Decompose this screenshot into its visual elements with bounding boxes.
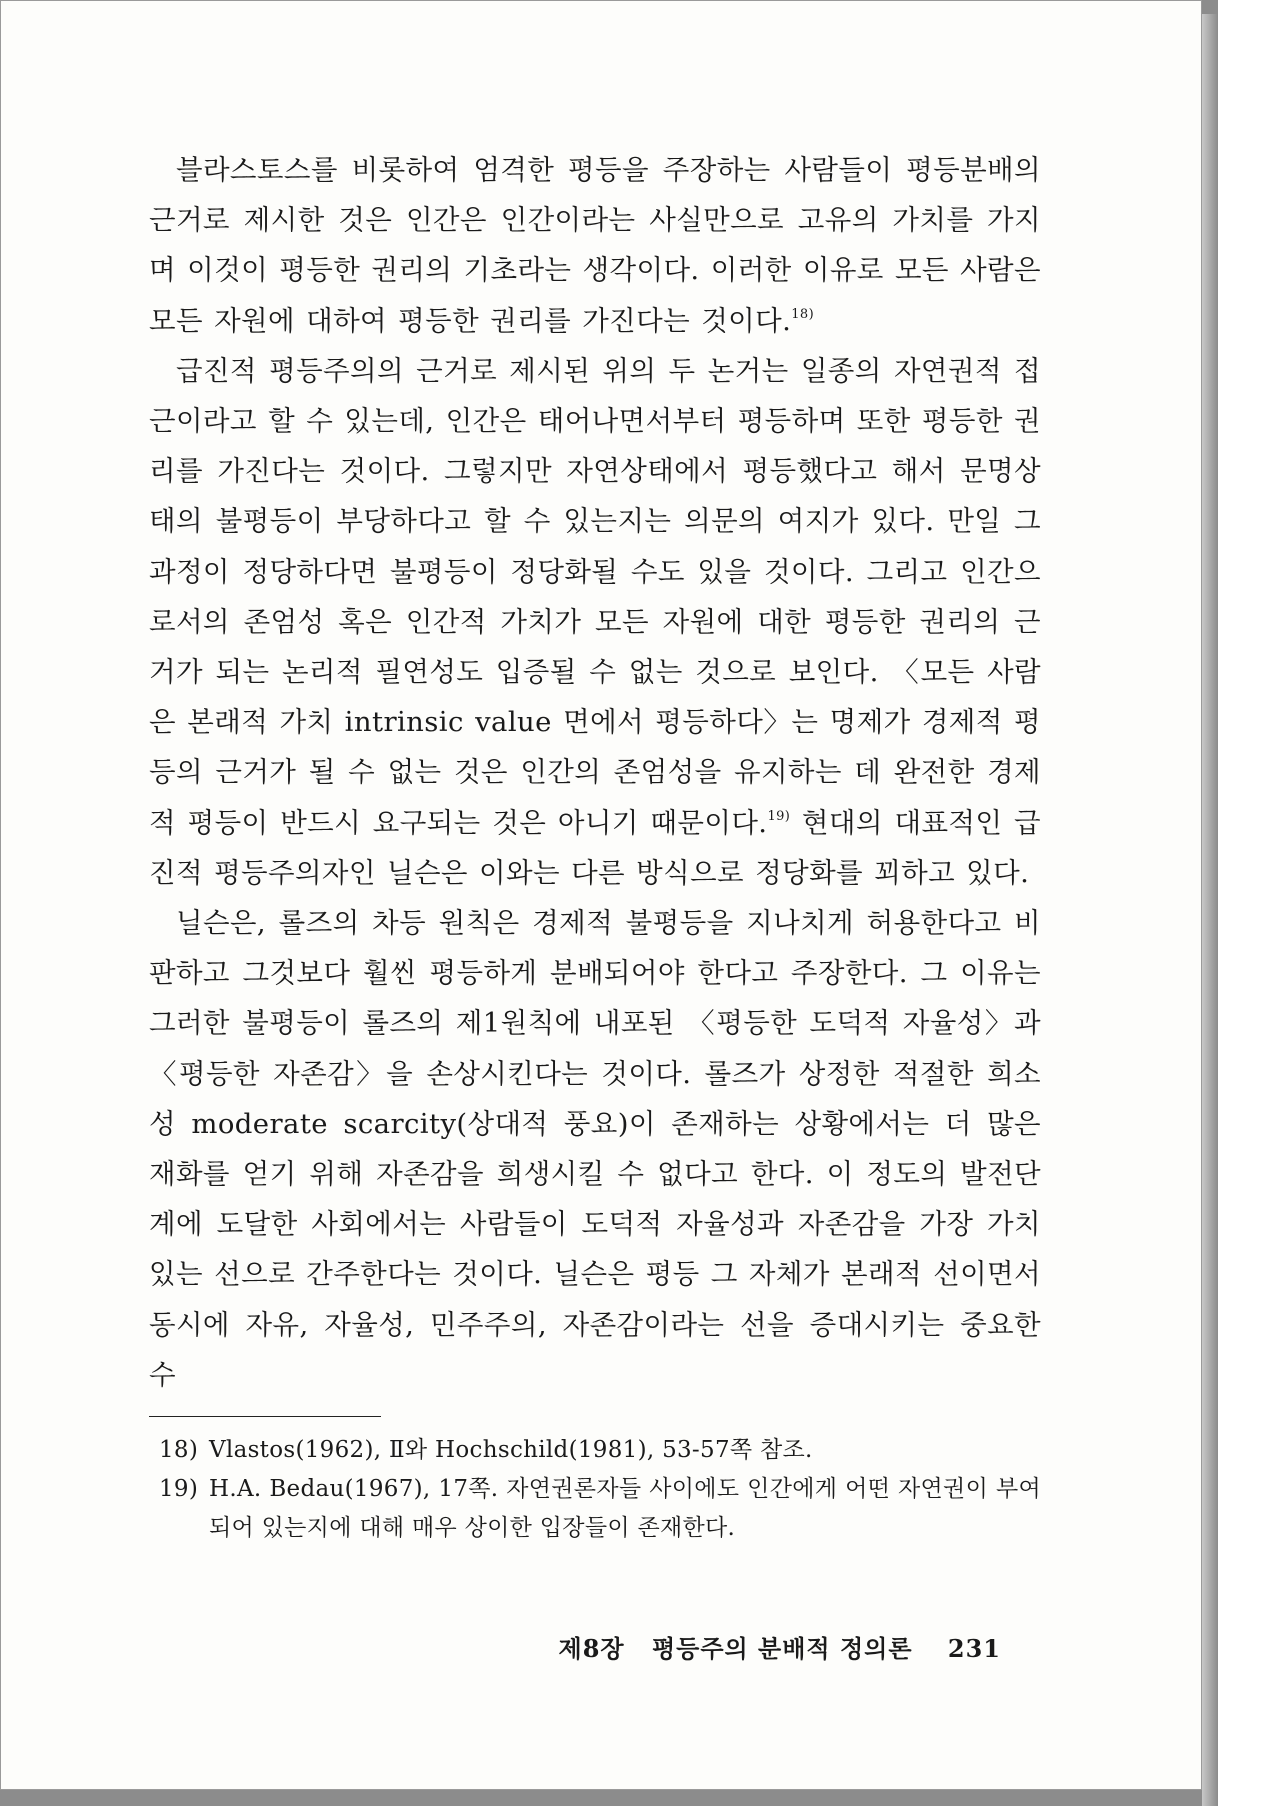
footnote-number: 19): [159, 1476, 199, 1503]
footnote-text: H.A. Bedau(1967), 17쪽. 자연권론자들 사이에도 인간에게 어떤 자연권이 부여되어 있는지에 대해 매우 상이한 입장들이 존재한다.: [209, 1476, 1041, 1542]
footnote-text: Vlastos(1962), Ⅱ와 Hochschild(1981), 53-57쪽 참조.: [209, 1437, 813, 1464]
footnote-19: [149, 1470, 1041, 1548]
paragraph-text-continued: 현대의 대표적인 급진적 평등주의자인 닐슨은 이와는 다른 방식으로 정당화를 꾀하고 있다.: [149, 806, 1041, 889]
footnote-18: [149, 1431, 1041, 1470]
footnote-number: 18): [159, 1437, 199, 1464]
footnote-divider: [149, 1416, 381, 1417]
page-edge: [1202, 14, 1218, 1806]
running-footer: [559, 1629, 1001, 1664]
footnote-ref-18: 18): [791, 306, 815, 322]
page-number: 231: [947, 1634, 1001, 1663]
paragraph-3: [149, 898, 1041, 1400]
paragraph-text: 닐슨은, 롤즈의 차등 원칙은 경제적 불평등을 지나치게 허용한다고 비판하고 그것보다 훨씬 평등하게 분배되어야 한다고 주장한다. 그 이유는 그러한 불평등이 롤즈의 제1원칙에 내포된 〈평등한 도덕적 자율성〉과 〈평등한 자존감〉을 손상시킨다는 것이다. 롤즈가 상정한 적절한 희소성 moderate scarcity(상대적 풍요)이 존재하는 상황에서는 더 많은 재화를 얻기 위해 자존감을 희생시킬 수 없다고 한다. 이 정도의 발전단계에 도달한 사회에서는 사람들이 도덕적 자율성과 자존감을 가장 가치 있는 선으로 간주한다는 것이다. 닐슨은 평등 그 자체가 본래적 선이면서 동시에 자유, 자율성, 민주주의, 자존감이라는 선을 증대시키는 중요한 수: [149, 907, 1041, 1391]
page-body: [149, 145, 1041, 1548]
paragraph-text: 급진적 평등주의의 근거로 제시된 위의 두 논거는 일종의 자연권적 접근이라고 할 수 있는데, 인간은 태어나면서부터 평등하며 또한 평등한 권리를 가진다는 것이다. 그렇지만 자연상태에서 평등했다고 해서 문명상태의 불평등이 부당하다고 할 수 있는지는 의문의 여지가 있다. 만일 그 과정이 정당하다면 불평등이 정당화될 수도 있을 것이다. 그리고 인간으로서의 존엄성 혹은 인간적 가치가 모든 자원에 대한 평등한 권리의 근거가 되는 논리적 필연성도 입증될 수 없는 것으로 보인다. 〈모든 사람은 본래적 가치 intrinsic value 면에서 평등하다〉는 명제가 경제적 평등의 근거가 될 수 없는 것은 인간의 존엄성을 유지하는 데 완전한 경제적 평등이 반드시 요구되는 것은 아니기 때문이다.: [149, 354, 1041, 839]
footnotes: [149, 1431, 1041, 1548]
chapter-label: 제8장: [558, 1634, 625, 1663]
paragraph-1: [149, 145, 1041, 346]
paragraph-text: 블라스토스를 비롯하여 엄격한 평등을 주장하는 사람들이 평등분배의 근거로 제시한 것은 인간은 인간이라는 사실만으로 고유의 가치를 가지며 이것이 평등한 권리의 기초라는 생각이다. 이러한 이유로 모든 사람은 모든 자원에 대하여 평등한 권리를 가진다는 것이다.: [149, 154, 1041, 337]
chapter-title: 평등주의 분배적 정의론: [651, 1634, 913, 1663]
paragraph-2: [149, 346, 1041, 898]
footnote-ref-19: 19): [767, 808, 791, 824]
